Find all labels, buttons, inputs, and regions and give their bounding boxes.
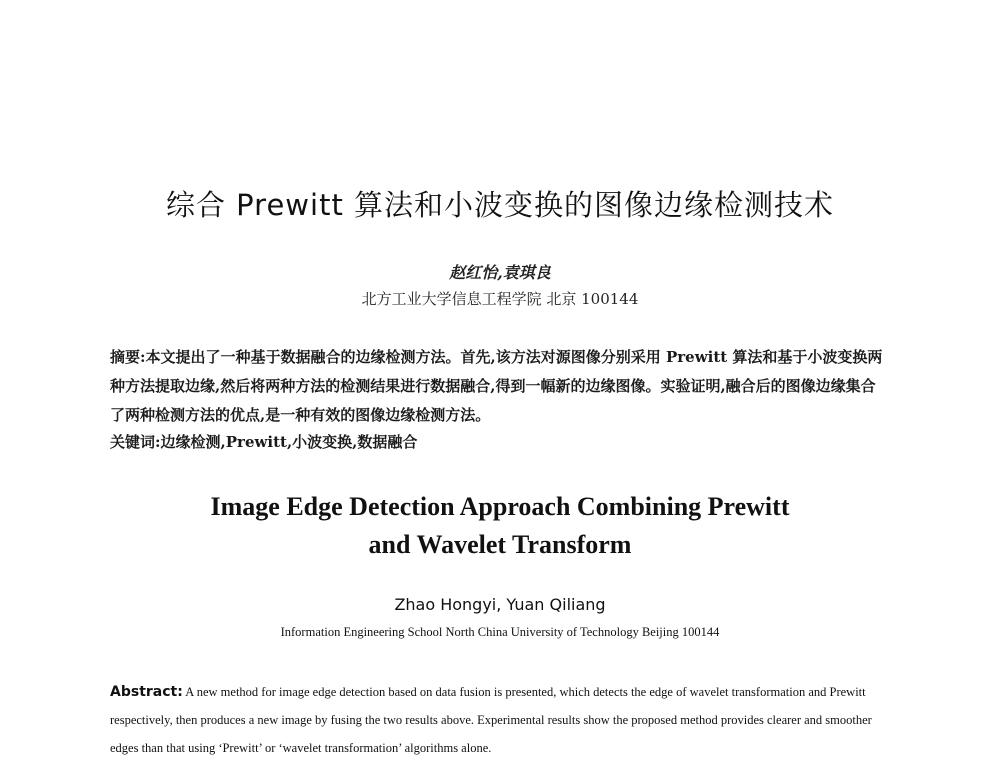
english-title-line-1: Image Edge Detection Approach Combining Prewitt (210, 492, 790, 521)
chinese-authors: 赵红怡,袁琪良 (449, 263, 551, 282)
chinese-abstract-label: 摘要: (110, 348, 146, 366)
chinese-keywords-text: 边缘检测,Prewitt,小波变换,数据融合 (160, 433, 418, 451)
chinese-abstract (110, 343, 890, 430)
chinese-keywords-label: 关键词: (110, 433, 161, 451)
chinese-abstract-text: 本文提出了一种基于数据融合的边缘检测方法。首先,该方法对源图像分别采用 Prewitt 算法和基于小波变换两种方法提取边缘,然后将两种方法的检测结果进行数据融合,得到一幅新的边缘图像。实验证明,融合后的图像边缘集合了两种检测方法的优点,是一种有效的图像边缘检测方法。 (110, 348, 883, 424)
english-authors: Zhao Hongyi, Yuan Qiliang (394, 595, 606, 614)
english-title-line-2: and Wavelet Transform (368, 530, 632, 559)
english-abstract (110, 678, 900, 762)
chinese-title: 综合 Prewitt 算法和小波变换的图像边缘检测技术 (165, 188, 835, 222)
english-affiliation: Information Engineering School North China University of Technology Beijing 100144 (280, 625, 720, 639)
english-title (0, 488, 1000, 564)
english-abstract-label: Abstract: (110, 684, 183, 700)
chinese-affiliation: 北方工业大学信息工程学院 北京 100144 (361, 290, 639, 308)
english-abstract-text: A new method for image edge detection based on data fusion is presented, which detects the edge of wavelet transformation and Prewitt respectively, then produces a new image by fusing the two results above. Experimental results show the proposed method provides clearer and smoother edges than that using ‘Prewitt’ or ‘wavelet transformation’ algorithms alone. (110, 685, 872, 755)
chinese-keywords (110, 431, 890, 452)
